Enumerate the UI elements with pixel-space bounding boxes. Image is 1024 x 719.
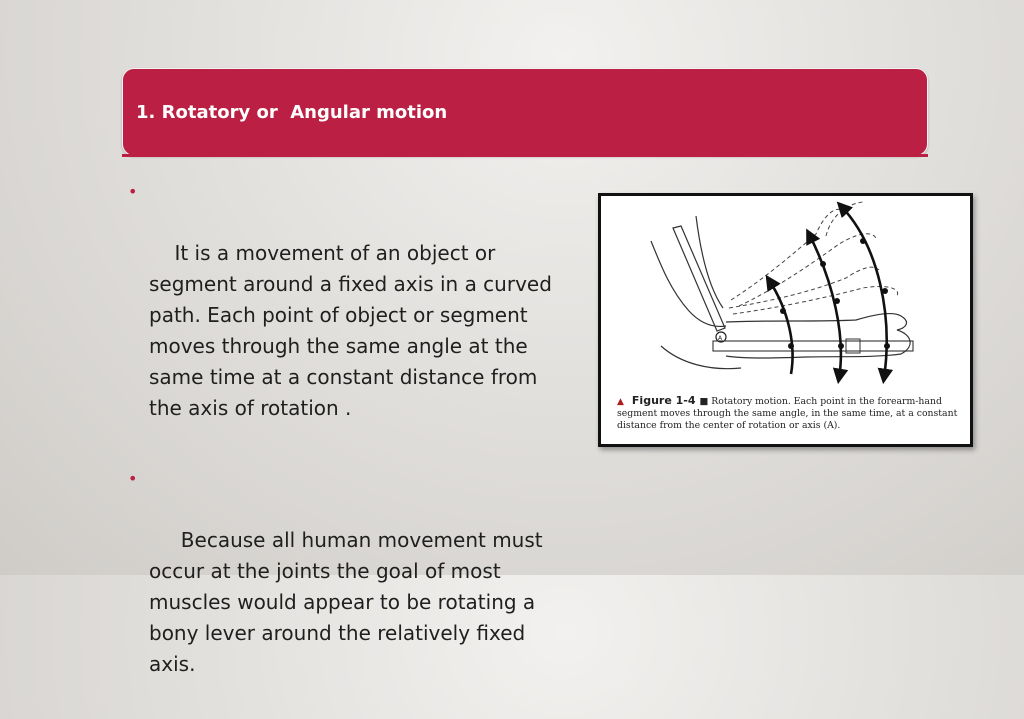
arc-point <box>820 261 826 267</box>
rotatory-motion-illustration <box>601 196 970 391</box>
bullet-dot-icon: • <box>128 182 138 201</box>
square-bullet-icon: ■ <box>699 396 712 407</box>
bullet-item <box>128 176 573 455</box>
forearm-position-dashed <box>739 234 876 306</box>
figure-caption <box>617 395 962 432</box>
upper-arm-outline <box>661 346 741 369</box>
figure-frame <box>598 193 973 447</box>
slide-title: 1. Rotatory or Angular motion <box>136 102 448 123</box>
humerus-bar <box>673 226 725 331</box>
upper-arm-outline <box>696 216 723 308</box>
figure-label: Figure 1-4 <box>631 394 696 407</box>
title-bar <box>122 68 928 156</box>
bullet-list <box>128 176 573 719</box>
arc-point <box>788 343 794 349</box>
rotation-arc <box>841 206 887 378</box>
forearm-position-dashed <box>826 202 863 236</box>
caption-text: Rotatory motion. Each point in the forearm-hand segment moves through the same angle, in the same time, at a constant distance from the center of rotation or axis (A). <box>617 396 958 431</box>
forearm-bar <box>713 341 913 351</box>
arc-point <box>834 298 840 304</box>
arc-point <box>780 308 786 314</box>
arc-point <box>882 288 888 294</box>
bullet-text: Because all human movement must occur at the joints the goal of most muscles would appear to be rotating a bony lever around the relatively fixed axis. <box>149 528 549 676</box>
forearm-position-dashed <box>731 209 843 300</box>
title-underline <box>122 154 928 157</box>
upper-arm-outline <box>651 241 726 326</box>
arc-point <box>884 343 890 349</box>
triangle-marker-icon: ▲ <box>617 397 624 407</box>
forearm-position-dashed <box>733 286 898 314</box>
bullet-text: It is a movement of an object or segment around a fixed axis in a curved path. Each point of object or segment moves through the same angle at the same time at a constant distance from the axis of rotation . <box>149 241 559 420</box>
rotation-arc <box>769 280 793 374</box>
arc-point <box>838 343 844 349</box>
bullet-dot-icon: • <box>128 469 138 488</box>
arc-point <box>860 238 866 244</box>
axis-label: A <box>718 335 723 342</box>
bullet-item <box>128 463 573 711</box>
